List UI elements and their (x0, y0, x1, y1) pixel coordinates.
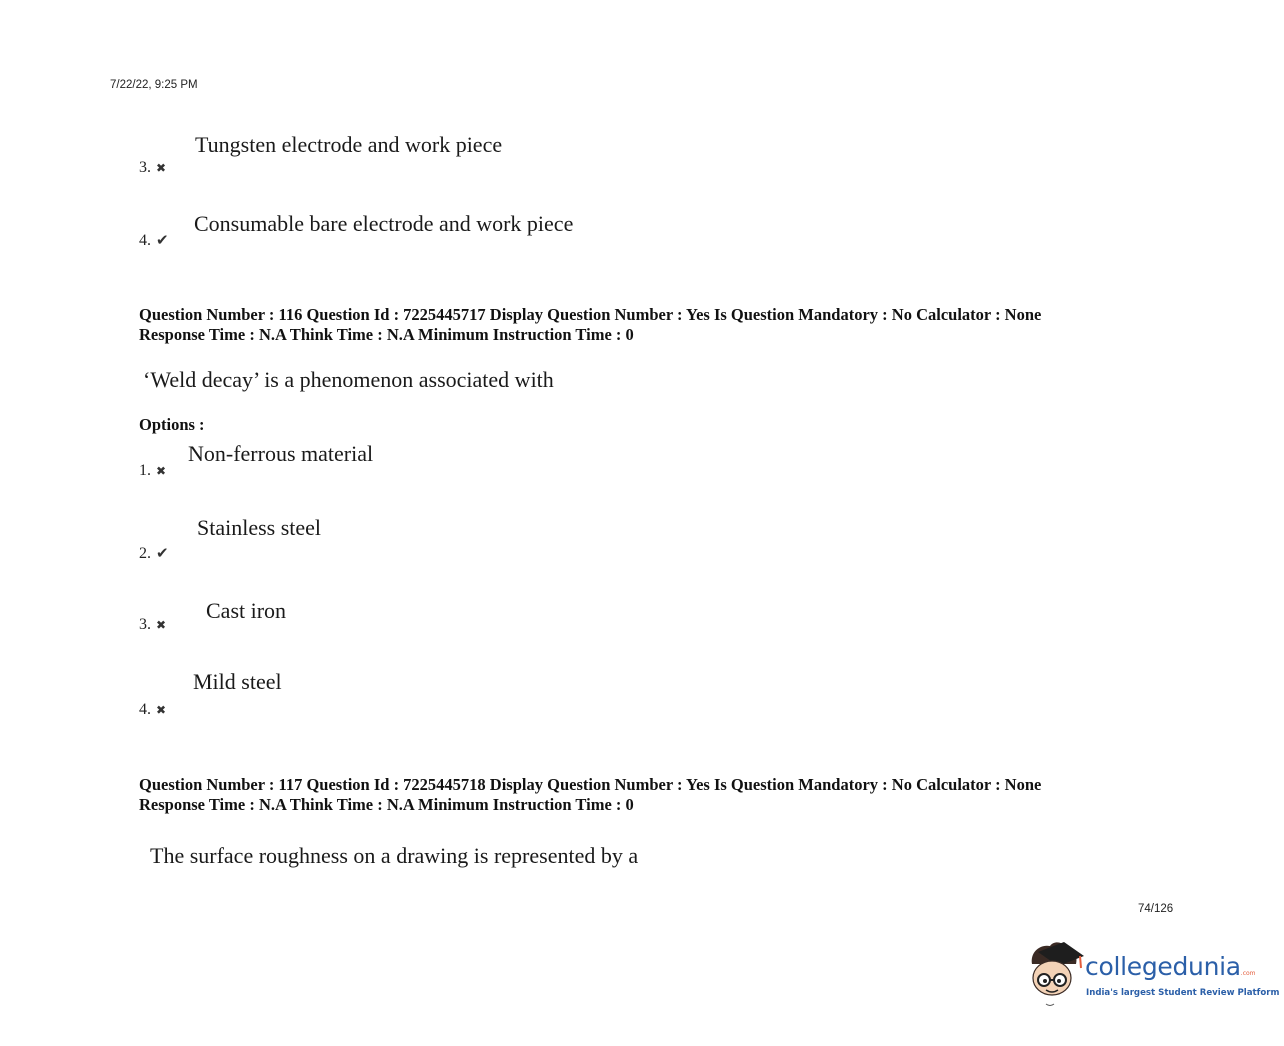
collegedunia-watermark (1024, 938, 1280, 1010)
brand-wordmark: collegedunia (1085, 952, 1241, 981)
option-text: Non-ferrous material (188, 441, 374, 466)
option-number (139, 231, 169, 250)
option-text: Tungsten electrode and work piece (195, 132, 503, 157)
cross-mark-icon: ✖ (156, 161, 167, 175)
options-label: Options : (139, 415, 205, 434)
option-number (139, 462, 166, 480)
question-text: ‘Weld decay’ is a phenomenon associated with (143, 367, 554, 392)
option-number-label: 3. (139, 159, 151, 176)
question-meta-line: Question Number : 117 Question Id : 7225445718 Display Question Number : Yes Is Question Mandatory : No Calculator : None (139, 775, 1042, 794)
brand-name (1085, 952, 1256, 981)
option-text: Cast iron (206, 598, 287, 623)
check-mark-icon: ✔ (156, 546, 169, 562)
question-meta-line: Question Number : 116 Question Id : 7225445717 Display Question Number : Yes Is Question Mandatory : No Calculator : None (139, 305, 1042, 324)
option-text: Stainless steel (197, 515, 322, 540)
cross-mark-icon: ✖ (156, 464, 167, 478)
page-number: 74/126 (1138, 903, 1174, 915)
check-mark-icon: ✔ (156, 233, 169, 249)
option-number-label: 3. (139, 616, 151, 633)
option-text: Mild steel (193, 669, 282, 694)
option-number (139, 616, 166, 634)
option-text: Consumable bare electrode and work piece (194, 211, 574, 236)
option-number (139, 701, 166, 719)
brand-domain: .com (1240, 970, 1256, 977)
option-number (139, 159, 166, 177)
question-meta-line: Response Time : N.A Think Time : N.A Minimum Instruction Time : 0 (139, 794, 634, 814)
option-number-label: 2. (139, 545, 151, 562)
cross-mark-icon: ✖ (156, 618, 167, 632)
cross-mark-icon: ✖ (156, 703, 167, 717)
option-number (139, 544, 169, 563)
question-meta (139, 305, 1041, 344)
question-meta-line: Response Time : N.A Think Time : N.A Minimum Instruction Time : 0 (139, 324, 634, 344)
question-text: The surface roughness on a drawing is represented by a (150, 843, 639, 868)
option-number-label: 4. (139, 232, 151, 249)
option-number-label: 1. (139, 462, 151, 479)
question-meta (139, 775, 1041, 814)
option-number-label: 4. (139, 701, 151, 718)
brand-tagline: India's largest Student Review Platform (1086, 988, 1280, 998)
print-timestamp: 7/22/22, 9:25 PM (110, 79, 198, 91)
mascot-logo-icon (1024, 938, 1086, 1008)
